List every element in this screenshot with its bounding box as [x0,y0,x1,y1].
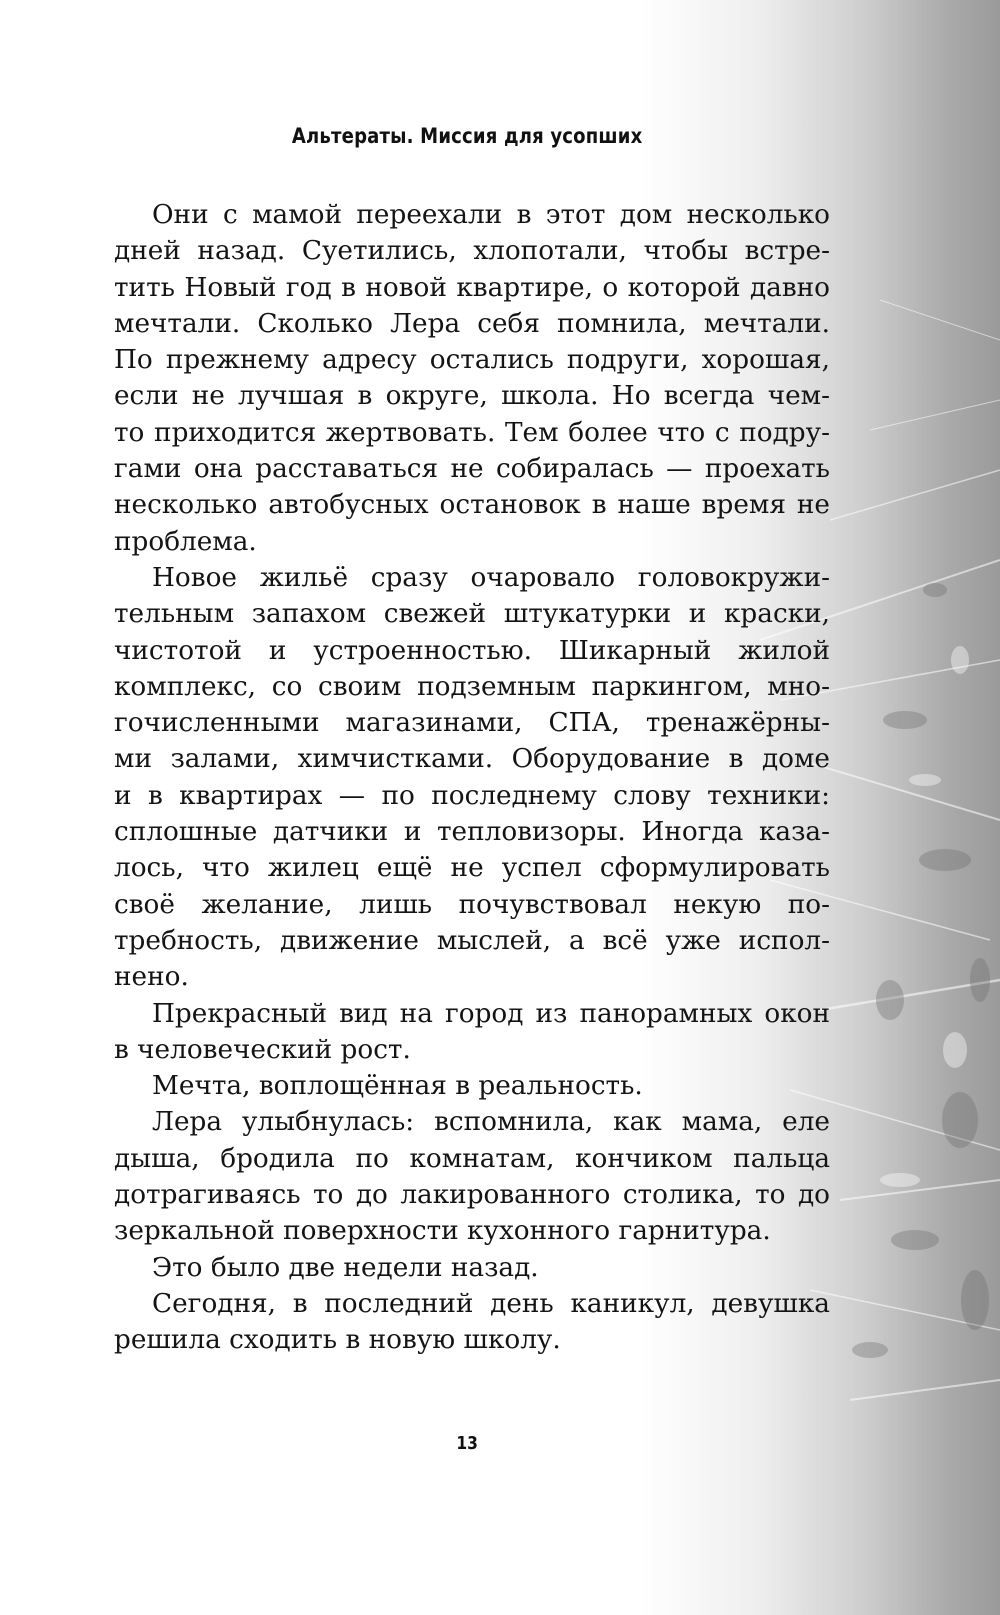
text-line: тельным запахом свежей штукатурки и краски, [114,599,830,630]
text-line: дыша, бродила по комнатам, кончиком пальца [114,1143,830,1174]
text-line: По прежнему адресу остались подруги, хорошая, [114,345,830,376]
text-line: Лера улыбнулась: вспомнила, как мама, еле [152,1107,830,1138]
text-line: чистотой и устроенностью. Шикарный жилой [114,635,830,666]
text-line: зеркальной поверхности кухонного гарнитура. [114,1216,771,1247]
text-line: несколько автобусных остановок в наше время не [114,490,830,521]
text-line: гами она расставаться не собиралась — проехать [114,454,830,485]
text-line: комплекс, со своим подземным паркингом, мно- [114,671,830,702]
paragraph [114,996,830,1069]
text-line: если не лучшая в округе, школа. Но всегда чем- [114,381,830,412]
text-line: в человеческий рост. [114,1034,411,1065]
text-line: Мечта, воплощённая в реальность. [152,1071,643,1102]
text-line: своё желание, лишь почувствовал некую по- [114,889,830,920]
text-line: лось, что жилец ещё не успел сформулировать [114,853,830,884]
text-line: требность, движение мыслей, а всё уже испол- [114,925,830,956]
text-line: тить Новый год в новой квартире, о которой давно [114,272,830,303]
text-line: и в квартирах — по последнему слову техники: [114,780,830,811]
text-line: проблема. [114,526,257,557]
paragraph [114,197,830,560]
running-head: Альтераты. Миссия для усопших [291,124,643,148]
text-line: Прекрасный вид на город из панорамных окон [152,998,830,1029]
text-line: Новое жильё сразу очаровало головокружи- [152,562,830,593]
text-line: дотрагиваясь то до лакированного столика, то до [114,1180,830,1211]
text-line: Сегодня, в последний день каникул, девушка [152,1288,830,1319]
text-line: дней назад. Суетились, хлопотали, чтобы встре- [114,236,830,267]
page-number: 13 [456,1433,478,1454]
body-text [114,197,830,1359]
paragraph [114,1068,830,1104]
text-line: нено. [114,962,189,993]
text-line: решила сходить в новую школу. [114,1325,561,1356]
text-line: ми залами, химчистками. Оборудование в доме [114,744,830,775]
paragraph [114,1104,830,1249]
paragraph [114,560,830,996]
text-line: то приходится жертвовать. Тем более что с подру- [114,417,830,448]
text-line: гочисленными магазинами, СПА, тренажёрны- [114,708,830,739]
text-line: Это было две недели назад. [152,1252,539,1283]
paragraph [114,1250,830,1286]
text-line: мечтали. Сколько Лера себя помнила, мечтали. [114,308,830,339]
paragraph [114,1286,830,1359]
text-line: сплошные датчики и тепловизоры. Иногда каза- [114,817,830,848]
text-line: Они с мамой переехали в этот дом несколько [152,200,830,230]
